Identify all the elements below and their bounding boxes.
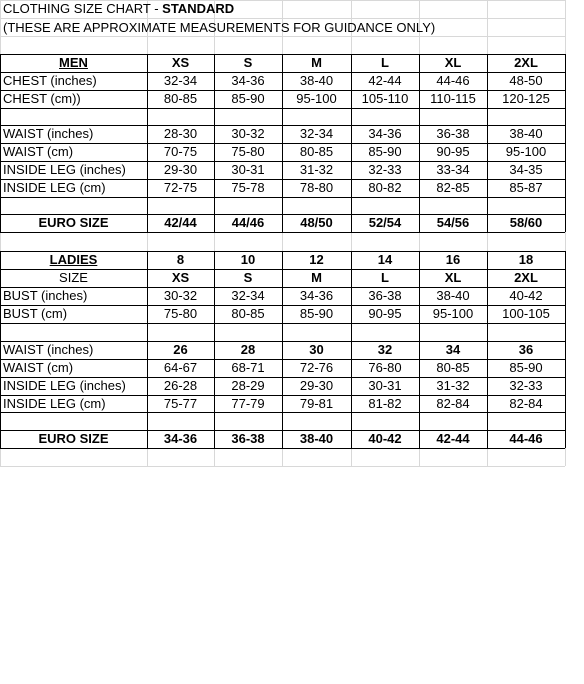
ladies-row-label: BUST (inches) xyxy=(3,288,88,303)
men-cell: 95-100 xyxy=(505,144,547,159)
men-cell: 30-31 xyxy=(231,162,265,177)
ladies-cell: 26-28 xyxy=(163,378,198,393)
men-size-header: M xyxy=(311,55,322,70)
ladies-size-label: SIZE xyxy=(59,270,88,285)
men-cell: 48-50 xyxy=(509,73,543,88)
men-size-header: L xyxy=(381,55,389,70)
ladies-size-cell: 2XL xyxy=(514,270,538,285)
ladies-cell: 76-80 xyxy=(368,360,402,375)
men-cell: 110-115 xyxy=(430,91,476,106)
men-cell: 29-30 xyxy=(163,162,198,177)
men-cell: 34-35 xyxy=(509,162,543,177)
ladies-cell: 95-100 xyxy=(432,306,474,321)
men-cell: 80-85 xyxy=(163,91,198,106)
ladies-cell: 77-79 xyxy=(231,396,265,411)
ladies-cell: 82-84 xyxy=(436,396,470,411)
ladies-euro-cell: 34-36 xyxy=(163,431,198,446)
men-row-label: INSIDE LEG (cm) xyxy=(3,180,106,195)
men-euro-cell: 48/50 xyxy=(300,215,333,230)
title-bold: STANDARD xyxy=(162,1,235,16)
page-subtitle: (THESE ARE APPROXIMATE MEASUREMENTS FOR GUIDANCE ONLY) xyxy=(3,20,436,35)
ladies-number-header: 8 xyxy=(176,252,185,267)
ladies-size-cell: L xyxy=(381,270,389,285)
ladies-cell: 28-29 xyxy=(231,378,265,393)
ladies-cell: 34 xyxy=(445,342,461,357)
men-cell: 32-34 xyxy=(163,73,198,88)
ladies-size-cell: XS xyxy=(171,270,190,285)
ladies-cell: 64-67 xyxy=(163,360,198,375)
ladies-cell: 32-34 xyxy=(231,288,265,303)
ladies-cell: 34-36 xyxy=(299,288,334,303)
men-cell: 80-82 xyxy=(368,180,402,195)
men-euro-label: EURO SIZE xyxy=(38,215,109,230)
ladies-cell: 80-85 xyxy=(436,360,470,375)
ladies-cell: 80-85 xyxy=(231,306,265,321)
men-cell: 32-34 xyxy=(299,126,334,141)
ladies-number-header: 12 xyxy=(309,252,324,267)
ladies-cell: 31-32 xyxy=(436,378,470,393)
ladies-cell: 36-38 xyxy=(368,288,402,303)
ladies-cell: 30-32 xyxy=(163,288,198,303)
men-cell: 120-125 xyxy=(502,91,550,106)
ladies-row-label: INSIDE LEG (cm) xyxy=(3,396,106,411)
ladies-row-label: BUST (cm) xyxy=(3,306,68,321)
ladies-cell: 82-84 xyxy=(509,396,543,411)
men-section-label: MEN xyxy=(59,55,88,70)
ladies-cell: 68-71 xyxy=(231,360,265,375)
men-cell: 31-32 xyxy=(299,162,334,177)
men-row-label: CHEST (inches) xyxy=(3,73,97,88)
men-euro-cell: 58/60 xyxy=(509,215,543,230)
men-size-header: 2XL xyxy=(514,55,538,70)
ladies-cell: 38-40 xyxy=(436,288,470,303)
men-cell: 80-85 xyxy=(299,144,334,159)
ladies-cell: 30 xyxy=(309,342,324,357)
ladies-section-label: LADIES xyxy=(49,252,98,267)
men-cell: 72-75 xyxy=(163,180,198,195)
men-cell: 75-78 xyxy=(231,180,265,195)
men-cell: 34-36 xyxy=(231,73,265,88)
ladies-row-label: WAIST (cm) xyxy=(3,360,74,375)
men-row-label: CHEST (cm)) xyxy=(3,91,81,106)
men-size-header: XS xyxy=(171,55,190,70)
men-size-header: S xyxy=(243,55,253,70)
men-cell: 95-100 xyxy=(296,91,337,106)
ladies-cell: 75-77 xyxy=(163,396,198,411)
ladies-cell: 81-82 xyxy=(368,396,402,411)
ladies-cell: 29-30 xyxy=(299,378,334,393)
ladies-number-header: 16 xyxy=(445,252,461,267)
ladies-cell: 79-81 xyxy=(299,396,334,411)
men-euro-cell: 42/44 xyxy=(164,215,197,230)
men-cell: 70-75 xyxy=(163,144,198,159)
ladies-size-cell: S xyxy=(243,270,253,285)
men-cell: 42-44 xyxy=(368,73,402,88)
men-euro-cell: 54/56 xyxy=(436,215,470,230)
ladies-euro-cell: 44-46 xyxy=(509,431,543,446)
ladies-number-header: 18 xyxy=(518,252,534,267)
men-cell: 105-110 xyxy=(361,91,409,106)
ladies-cell: 100-105 xyxy=(502,306,550,321)
men-cell: 90-95 xyxy=(436,144,470,159)
ladies-cell: 72-76 xyxy=(299,360,334,375)
men-cell: 38-40 xyxy=(299,73,334,88)
ladies-euro-cell: 36-38 xyxy=(231,431,265,446)
men-cell: 85-90 xyxy=(231,91,265,106)
ladies-euro-label: EURO SIZE xyxy=(38,431,109,446)
page-title xyxy=(0,0,420,18)
men-cell: 85-90 xyxy=(368,144,402,159)
ladies-size-cell: M xyxy=(311,270,322,285)
ladies-cell: 75-80 xyxy=(163,306,198,321)
ladies-euro-cell: 42-44 xyxy=(436,431,470,446)
men-cell: 38-40 xyxy=(509,126,543,141)
men-cell: 82-85 xyxy=(436,180,470,195)
ladies-cell: 40-42 xyxy=(509,288,543,303)
men-row-label: WAIST (cm) xyxy=(3,144,74,159)
ladies-cell: 90-95 xyxy=(368,306,402,321)
men-cell: 30-32 xyxy=(231,126,265,141)
title-prefix: CLOTHING SIZE CHART - xyxy=(3,1,163,16)
ladies-cell: 85-90 xyxy=(509,360,543,375)
men-size-header: XL xyxy=(444,55,462,70)
men-cell: 36-38 xyxy=(436,126,470,141)
ladies-euro-cell: 38-40 xyxy=(299,431,334,446)
ladies-cell: 36 xyxy=(518,342,534,357)
men-row-label: WAIST (inches) xyxy=(3,126,94,141)
ladies-cell: 85-90 xyxy=(299,306,334,321)
men-cell: 85-87 xyxy=(509,180,543,195)
ladies-cell: 26 xyxy=(173,342,188,357)
men-row-label: INSIDE LEG (inches) xyxy=(3,162,126,177)
men-euro-cell: 44/46 xyxy=(231,215,265,230)
men-cell: 78-80 xyxy=(299,180,334,195)
ladies-row-label: WAIST (inches) xyxy=(3,342,94,357)
men-cell: 32-33 xyxy=(368,162,402,177)
ladies-number-header: 14 xyxy=(377,252,393,267)
ladies-cell: 30-31 xyxy=(368,378,402,393)
ladies-cell: 32-33 xyxy=(509,378,543,393)
ladies-cell: 28 xyxy=(240,342,256,357)
men-cell: 75-80 xyxy=(231,144,265,159)
men-euro-cell: 52/54 xyxy=(368,215,402,230)
ladies-number-header: 10 xyxy=(240,252,256,267)
ladies-cell: 32 xyxy=(377,342,393,357)
men-cell: 28-30 xyxy=(163,126,198,141)
ladies-row-label: INSIDE LEG (inches) xyxy=(3,378,126,393)
men-cell: 33-34 xyxy=(436,162,470,177)
ladies-euro-cell: 40-42 xyxy=(368,431,402,446)
ladies-size-cell: XL xyxy=(444,270,462,285)
men-cell: 34-36 xyxy=(368,126,402,141)
men-cell: 44-46 xyxy=(436,73,470,88)
